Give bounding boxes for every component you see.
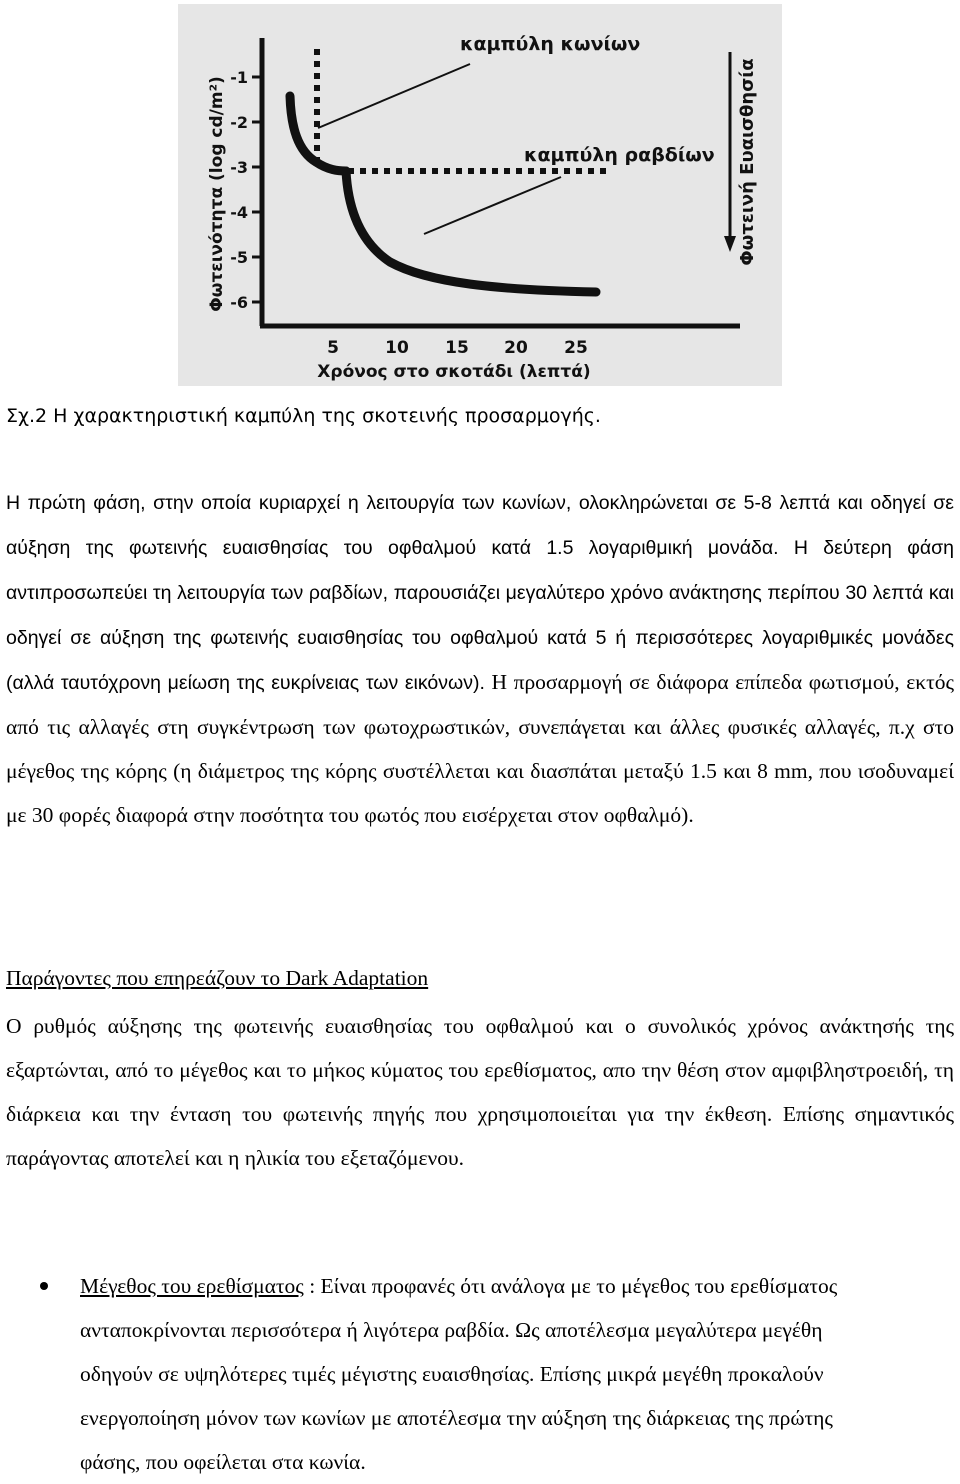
rod-curve-label: καμπύλη ραβδίων <box>524 144 715 166</box>
dark-adaptation-graph <box>178 4 782 386</box>
bullet-separator: : <box>303 1274 321 1298</box>
y-tick-label: -4 <box>230 203 248 222</box>
x-tick-label: 25 <box>564 338 588 358</box>
x-tick-label: 5 <box>327 338 339 358</box>
paragraph-phases <box>6 480 954 837</box>
figure-caption: Σχ.2 Η χαρακτηριστική καμπύλη της σκοτεινής προσαρμογής. <box>6 405 601 427</box>
paragraph-phases-lead: Η πρώτη φάση, στην οποία κυριαρχεί η λειτουργία των κωνίων, ολοκληρώνεται σε 5-8 λεπτά και οδηγεί σε αύξηση της φωτεινής ευαισθησίας του οφθαλμού κατά 1.5 λογαριθμική μονάδα. Η δεύτερη φάση αντιπροσωπεύει τη λειτουργία των ραβδίων, παρουσιάζει μεγαλύτερο χρόνο ανάκτησης περίπου 30 λεπτά και οδηγεί σε αύξηση της φωτεινής ευαισθησίας του οφθαλμού κατά 5 ή περισσότερες λογαριθμικές μονάδες (αλλά ταυτόχρονη μείωση της ευκρίνειας των εικόνων). <box>6 492 954 694</box>
sensitivity-label: Φωτεινή Ευαισθησία <box>737 58 758 266</box>
y-tick-label: -1 <box>230 68 248 87</box>
sensitivity-arrow-head <box>724 236 736 252</box>
x-tick-label: 15 <box>445 338 469 358</box>
paragraph-phases-rest: Η προσαρμογή σε διάφορα επίπεδα φωτισμού, εκτός από τις αλλαγές στη συγκέντρωση των φωτοχρωστικών, συνεπάγεται και άλλες φυσικές αλλαγές, π.χ στο μέγεθος της κόρης (η διάμετρος της κόρης συστέλλεται και διασπάται μεταξύ 1.5 και 8 mm, που ισοδυναμεί με 30 φορές διαφορά στην ποσότητα του φωτός που εισέρχεται στον οφθαλμό). <box>6 670 954 827</box>
factors-list <box>0 1264 960 1484</box>
dark-adaptation-figure <box>178 4 782 386</box>
x-axis-title: Χρόνος στο σκοτάδι (λεπτά) <box>317 362 591 382</box>
cone-curve-label: καμπύλη κωνίων <box>460 33 641 55</box>
rod-curve <box>346 171 596 292</box>
x-tick-label: 20 <box>504 338 528 358</box>
bullet-icon <box>40 1282 48 1290</box>
y-tick-label: -5 <box>230 248 248 267</box>
bullet-term: Μέγεθος του ερεθίσματος <box>80 1274 304 1298</box>
x-tick-label: 10 <box>385 338 409 358</box>
y-axis-title: Φωτεινότητα (log cd/m²) <box>207 76 227 312</box>
cone-pointer-line <box>318 64 470 128</box>
y-tick-label: -2 <box>230 113 248 132</box>
paragraph-factors: Ο ρυθμός αύξησης της φωτεινής ευαισθησίας του οφθαλμού και ο συνολικός χρόνος ανάκτησής της εξαρτώνται, από το μέγεθος και το μήκος κύματος του ερεθίσματος, απο την θέση στον αμφιβληστροειδή, τη διάρκεια και την ένταση του φωτεινής πηγής που χρησιμοποιείται για την έκθεση. Επίσης σημαντικός παράγοντας αποτελεί και η ηλικία του εξεταζόμενου. <box>6 1014 954 1170</box>
bullet-text: Είναι προφανές ότι ανάλογα με το μέγεθος του ερεθίσματος ανταποκρίνονται περισσότερα ή λιγότερα ραβδία. Ως αποτέλεσμα μεγαλύτερα μεγέθη οδηγούν σε υψηλότερες τιμές μέγιστης ευαισθησίας. Επίσης μικρά μεγέθη προκαλούν ενεργοποίηση μόνον των κωνίων με αποτέλεσμα την αύξηση της διάρκειας της πρώτης φάσης, που οφείλεται στα κωνία. <box>80 1274 838 1474</box>
list-item <box>0 1264 880 1484</box>
y-tick-label: -3 <box>230 158 248 177</box>
rod-pointer-line <box>424 177 561 234</box>
section-heading: Παράγοντες που επηρεάζουν το Dark Adaptation <box>6 966 429 990</box>
y-tick-label: -6 <box>230 293 248 312</box>
